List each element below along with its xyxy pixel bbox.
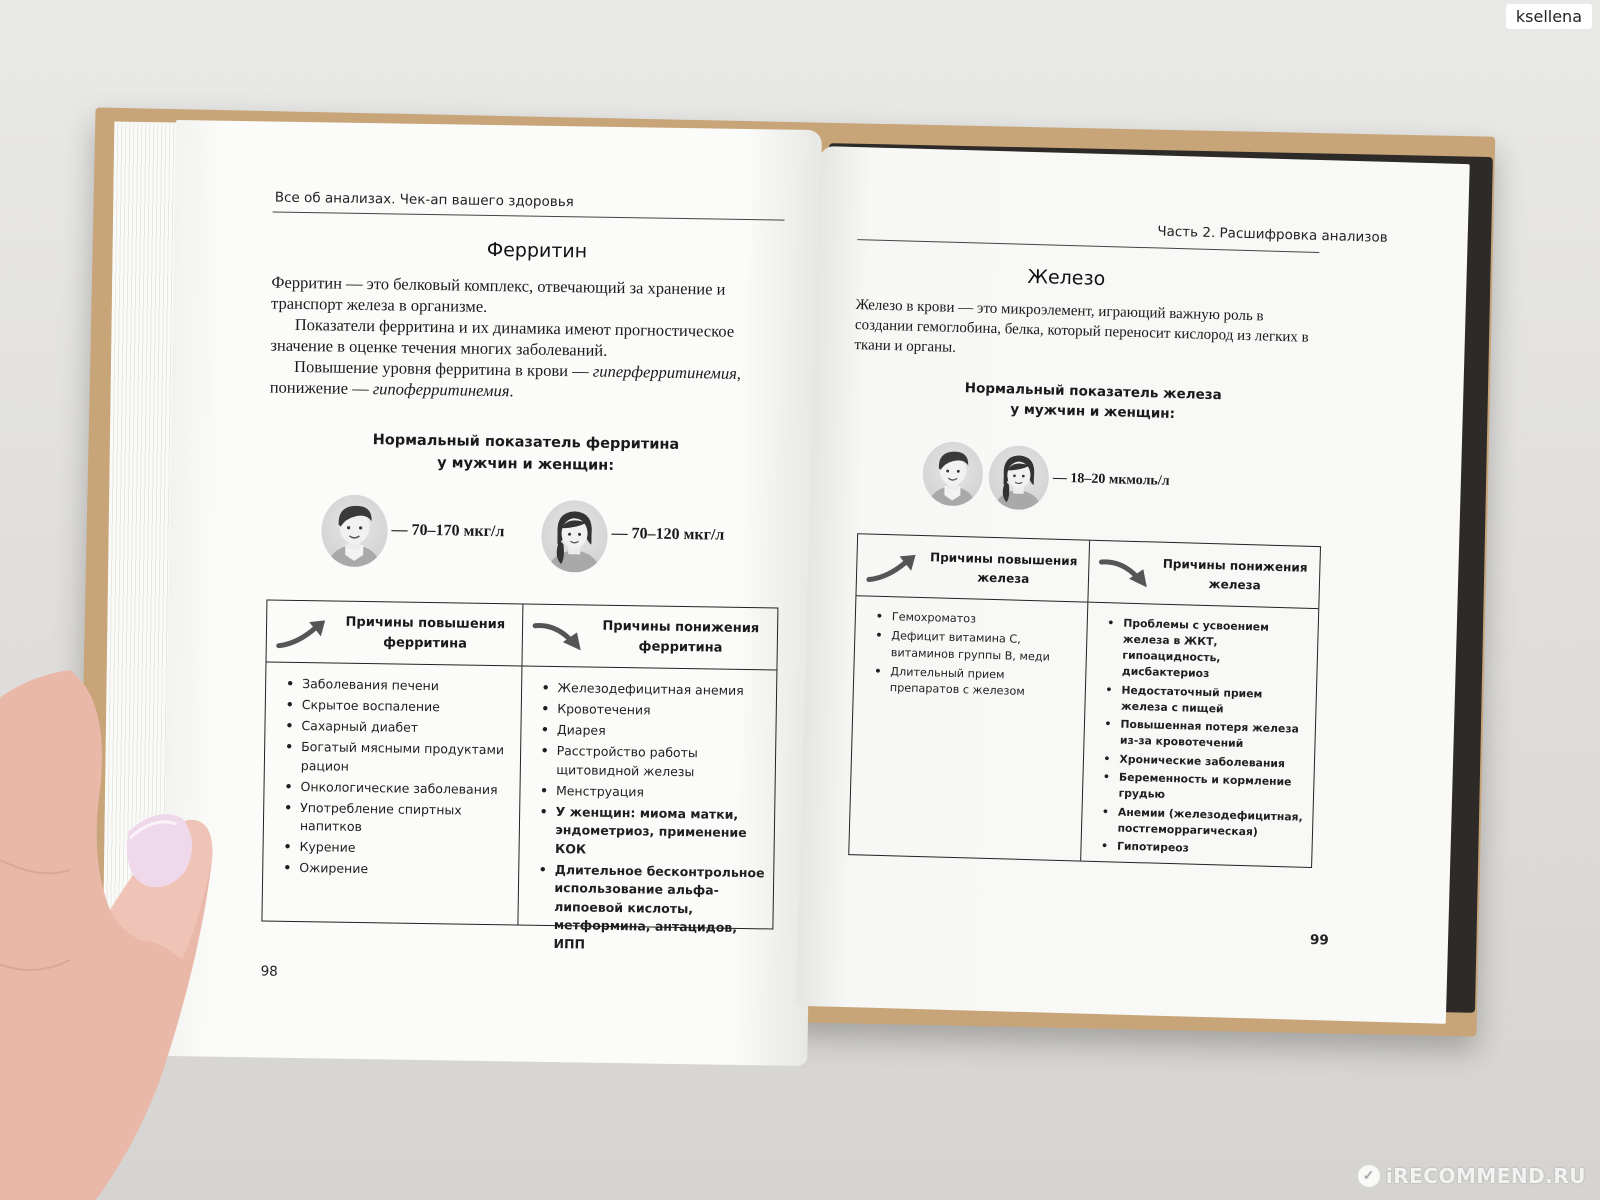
list-item: • Диарея	[539, 721, 768, 743]
list-item: • Богатый мясными продуктами рацион	[283, 738, 512, 779]
increase-causes-header	[856, 534, 1088, 602]
header-line: Причины повышения	[929, 549, 1078, 568]
paragraph-definition: Ферритин — это белковый комплекс, отвечающий за хранение и транспорт железа в организме.	[270, 272, 726, 316]
recommend-logo-icon: ✓	[1358, 1165, 1380, 1187]
watermark	[1358, 1164, 1586, 1188]
text-fragment: , понижение —	[269, 363, 742, 399]
woman-avatar-icon	[541, 500, 608, 573]
body-text	[270, 272, 792, 406]
trend-down-arrow-icon	[530, 617, 589, 654]
list-item: • Беременность и кормление грудью	[1100, 769, 1305, 807]
norm-title	[872, 376, 1313, 428]
header-label	[337, 612, 514, 655]
header-label	[592, 616, 769, 659]
increase-causes-column	[849, 534, 1088, 860]
header-line: Причины повышения	[345, 614, 506, 632]
list-item: • Курение	[281, 838, 510, 860]
list-item: • У женщин: миома матки, эндометриоз, применение КОК	[537, 802, 766, 861]
header-line: Причины понижения	[1162, 556, 1308, 575]
decrease-causes-list	[1081, 603, 1318, 860]
norm-value-women: — 70–120 мкг/л	[611, 524, 725, 544]
increase-causes-column	[262, 600, 521, 924]
norm-title-line: Нормальный показатель ферритина	[372, 432, 680, 453]
list-item: • Скрытое воспаление	[284, 696, 513, 718]
header-line: ферритина	[638, 638, 723, 656]
username-badge: ksellena	[1506, 4, 1592, 29]
decrease-causes-column	[1080, 541, 1320, 867]
list-item: • Длительное бесконтрольное использование альфа-липоевой кислоты, метформина, антацидов, ИПП	[535, 860, 765, 956]
paragraph-prognosis: Показатели ферритина и их динамика имеют прогностическое значение в оценке течения многих заболеваний.	[270, 314, 735, 360]
norm-title-line: у мужчин и женщин:	[1010, 401, 1176, 423]
hand	[0, 660, 240, 1200]
watermark-text: iRECOMMEND.RU	[1385, 1164, 1586, 1188]
paragraph-definition: Железо в крови — это микроэлемент, играющий важную роль в создании гемоглобина, белка, который переносит кислород из легких в ткани и органы.	[854, 297, 1309, 356]
list-item: • Недостаточный прием железа с пищей	[1103, 682, 1308, 720]
header-line: ферритина	[383, 634, 468, 652]
norm-value-both: — 18–20 мкмоль/л	[1052, 470, 1170, 489]
list-item: • Менструация	[538, 781, 767, 803]
list-item: • Кровотечения	[539, 700, 768, 722]
increase-causes-header	[266, 600, 521, 666]
decrease-causes-header	[522, 605, 777, 671]
header-rule	[273, 212, 785, 221]
section-title: Ферритин	[486, 238, 588, 263]
left-page	[161, 120, 822, 1066]
trend-up-arrow-icon	[275, 613, 334, 650]
list-item: • Гемохроматоз	[874, 609, 1079, 631]
header-line: железа	[1208, 576, 1261, 592]
increase-causes-list	[854, 596, 1087, 702]
list-item: • Анемии (железодефицитная, постгеморрагическая)	[1099, 804, 1304, 842]
man-avatar-icon	[922, 441, 984, 507]
list-item: • Гипотиреоз	[1099, 838, 1304, 860]
list-item: • Ожирение	[281, 859, 510, 881]
list-item: • Дефицит витамина С, витаминов группы В, меди	[873, 628, 1078, 667]
header-label	[1158, 554, 1312, 596]
trend-up-arrow-icon	[865, 547, 924, 585]
causes-table	[848, 533, 1321, 868]
list-item: • Хронические заболевания	[1101, 751, 1306, 773]
body-text	[854, 295, 1325, 368]
man-avatar-icon	[321, 494, 388, 567]
decrease-causes-list	[517, 667, 776, 957]
header-label	[927, 548, 1081, 590]
term-hyperferritinemia: гиперферритинемия	[592, 361, 737, 383]
norm-title-line: у мужчин и женщин:	[437, 455, 615, 474]
norm-title	[300, 428, 751, 479]
page-number: 98	[260, 963, 278, 980]
norm-title-line: Нормальный показатель железа	[964, 380, 1222, 404]
norm-value-men: — 70–170 мкг/л	[391, 521, 505, 541]
list-item: • Онкологические заболевания	[282, 777, 511, 799]
section-title: Железо	[1027, 265, 1106, 291]
term-hypoferritinemia: гипоферритинемия	[372, 379, 510, 401]
text-fragment: Повышение уровня ферритина в крови —	[293, 356, 593, 381]
running-head: Часть 2. Расшифровка анализов	[1157, 223, 1388, 246]
trend-down-arrow-icon	[1096, 553, 1155, 591]
running-head: Все об анализах. Чек-ап вашего здоровья	[274, 189, 574, 211]
list-item: • Железодефицитная анемия	[539, 679, 768, 701]
header-line: Причины понижения	[602, 618, 760, 636]
decrease-causes-header	[1088, 541, 1320, 609]
list-item: • Употребление спиртных напитков	[282, 798, 511, 839]
list-item: • Повышенная потеря железа из-за кровотечений	[1102, 716, 1307, 754]
list-item: • Расстройство работы щитовидной железы	[538, 742, 767, 783]
list-item: • Длительный прием препаратов с железом	[872, 663, 1077, 702]
text-fragment: .	[509, 381, 514, 401]
woman-avatar-icon	[988, 445, 1050, 511]
header-line: железа	[977, 570, 1030, 586]
page-number: 99	[1309, 931, 1330, 949]
list-item: • Сахарный диабет	[283, 717, 512, 739]
list-item: • Заболевания печени	[284, 675, 513, 697]
list-item: • Проблемы с усвоением железа в ЖКТ, гипоацидность, дисбактериоз	[1104, 615, 1310, 685]
causes-table	[261, 599, 778, 952]
paragraph-terms	[270, 356, 791, 406]
right-page	[796, 146, 1470, 1024]
decrease-causes-column	[517, 604, 777, 952]
increase-causes-list	[263, 662, 521, 880]
